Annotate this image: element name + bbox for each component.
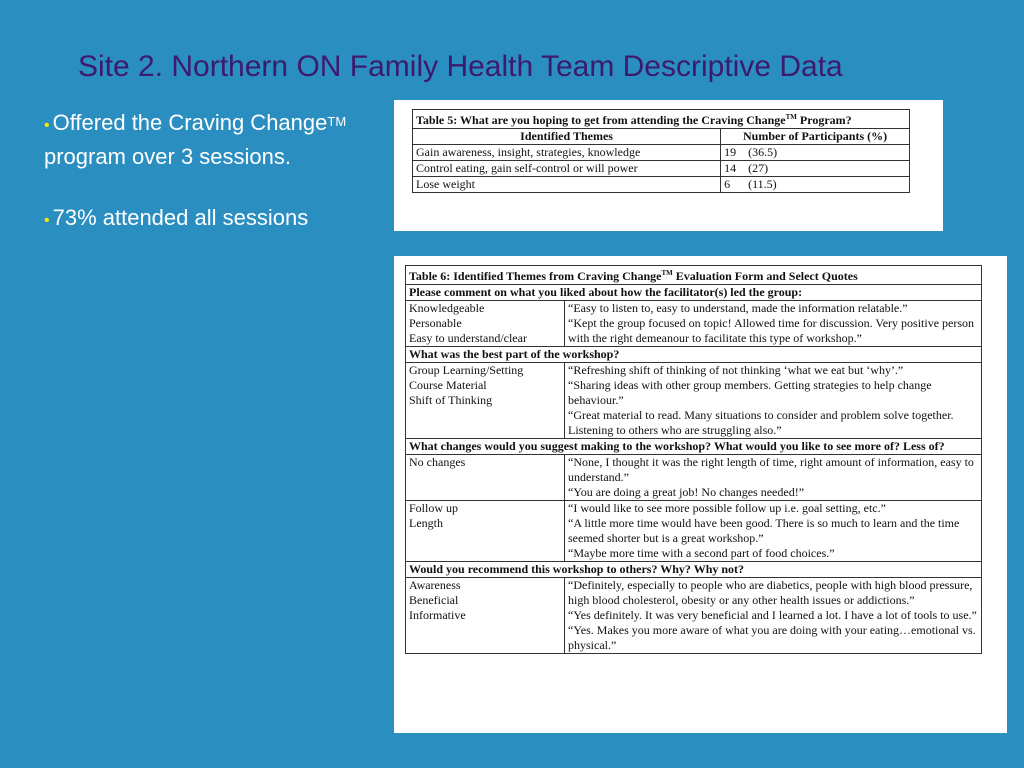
table6-quotes (565, 578, 982, 654)
table5-count (721, 161, 910, 177)
table5-theme: Control eating, gain self-control or will power (413, 161, 721, 177)
table6-theme: Length (409, 516, 443, 530)
table6-theme: Group Learning/Setting (409, 363, 524, 377)
table6-theme: Informative (409, 608, 466, 622)
table5-count-pct: (11.5) (748, 177, 777, 191)
bullet-program (44, 106, 374, 172)
table6-quote: “I would like to see more possible follow up i.e. goal setting, etc.” (568, 501, 886, 515)
table6-image (394, 256, 1007, 733)
table6-quote: “Definitely, especially to people who are diabetics, people with high blood pressure, high blood cholesterol, obesity or any other health issues or addictions.” (568, 578, 973, 607)
table6-question: Would you recommend this workshop to others? Why? Why not? (406, 562, 982, 578)
table6-question: What was the best part of the workshop? (406, 347, 982, 363)
trademark-mark: TM (327, 114, 347, 129)
table5 (412, 109, 910, 193)
table5-row (413, 177, 910, 193)
table6-quotes (565, 363, 982, 439)
table6-caption: Table 6: Identified Themes from Craving Change™ Evaluation Form and Select Quotes (406, 266, 982, 285)
table6-quote: “Great material to read. Many situations to consider and problem solve together. Listening to others who are struggling also.” (568, 408, 954, 437)
table6-quote: “Easy to listen to, easy to understand, made the information relatable.” (568, 301, 908, 315)
table5-count (721, 177, 910, 193)
table6-row (406, 363, 982, 439)
table5-count-n: 14 (724, 161, 737, 175)
table5-row (413, 161, 910, 177)
table6-quote: “You are doing a great job! No changes needed!” (568, 485, 805, 499)
table6-question-row (406, 347, 982, 363)
table5-count-pct: (36.5) (748, 145, 778, 159)
table5-theme: Lose weight (413, 177, 721, 193)
table5-count-n: 19 (724, 145, 737, 159)
table6-quote: “Maybe more time with a second part of food choices.” (568, 546, 835, 560)
table6-question-row (406, 562, 982, 578)
table6-quote: “Yes definitely. It was very beneficial and I learned a lot. I have a lot of tools to use.” (568, 608, 977, 622)
table6-themes (406, 301, 565, 347)
table6-themes (406, 455, 565, 501)
table5-count-pct: (27) (748, 161, 769, 175)
table6-theme: Awareness (409, 578, 461, 592)
table6-row (406, 578, 982, 654)
table6-question: What changes would you suggest making to the workshop? What would you like to see more of? Less of? (406, 439, 982, 455)
table6-quote: “A little more time would have been good. There is so much to learn and the time seemed shorter but is a great workshop.” (568, 516, 960, 545)
table6-quote: “Kept the group focused on topic! Allowed time for discussion. Very positive person with the right demeanour to facilitate this type of workshop.” (568, 316, 975, 345)
table6-question: Please comment on what you liked about how the facilitator(s) led the group: (406, 285, 982, 301)
table6-theme: Beneficial (409, 593, 459, 607)
table6-quotes (565, 301, 982, 347)
table6-theme: Easy to understand/clear (409, 331, 527, 345)
table6-question-row (406, 439, 982, 455)
table6-theme: Course Material (409, 378, 487, 392)
table6-row (406, 301, 982, 347)
table6-themes (406, 501, 565, 562)
table6-row (406, 455, 982, 501)
table5-header-themes: Identified Themes (413, 129, 721, 145)
table5-theme: Gain awareness, insight, strategies, knowledge (413, 145, 721, 161)
bullet-program-text: Offered the Craving Change (52, 110, 328, 135)
table6-quotes (565, 501, 982, 562)
table5-header-participants: Number of Participants (%) (721, 129, 910, 145)
table6-quote: “Refreshing shift of thinking of not thinking ‘what we eat but ‘why’.” (568, 363, 904, 377)
table6 (405, 265, 982, 654)
bullet-dot-icon: • (44, 117, 50, 134)
table6-themes (406, 363, 565, 439)
bullet-attendance-text: 73% attended all sessions (52, 205, 309, 230)
table6-question-row (406, 285, 982, 301)
table6-quote: “None, I thought it was the right length of time, right amount of information, easy to understand.” (568, 455, 974, 484)
table6-quotes (565, 455, 982, 501)
bullet-list (44, 106, 374, 266)
bullet-attendance (44, 202, 374, 236)
table5-row (413, 145, 910, 161)
table6-theme: Knowledgeable (409, 301, 485, 315)
table5-caption: Table 5: What are you hoping to get from attending the Craving Change™ Program? (413, 110, 910, 129)
table6-row (406, 501, 982, 562)
table6-theme: Follow up (409, 501, 459, 515)
table6-quote: “Yes. Makes you more aware of what you are doing with your eating…emotional vs. physical.” (568, 623, 976, 652)
bullet-program-text-end: program over 3 sessions. (44, 144, 291, 169)
table5-count-n: 6 (724, 177, 731, 191)
table6-theme: Shift of Thinking (409, 393, 493, 407)
table6-themes (406, 578, 565, 654)
table5-count (721, 145, 910, 161)
table6-theme: No changes (409, 455, 466, 469)
table5-image (394, 100, 943, 231)
table6-theme: Personable (409, 316, 462, 330)
bullet-dot-icon: • (44, 212, 50, 229)
table6-quote: “Sharing ideas with other group members. Getting strategies to help change behaviour.” (568, 378, 932, 407)
slide-title: Site 2. Northern ON Family Health Team Descriptive Data (78, 50, 843, 83)
